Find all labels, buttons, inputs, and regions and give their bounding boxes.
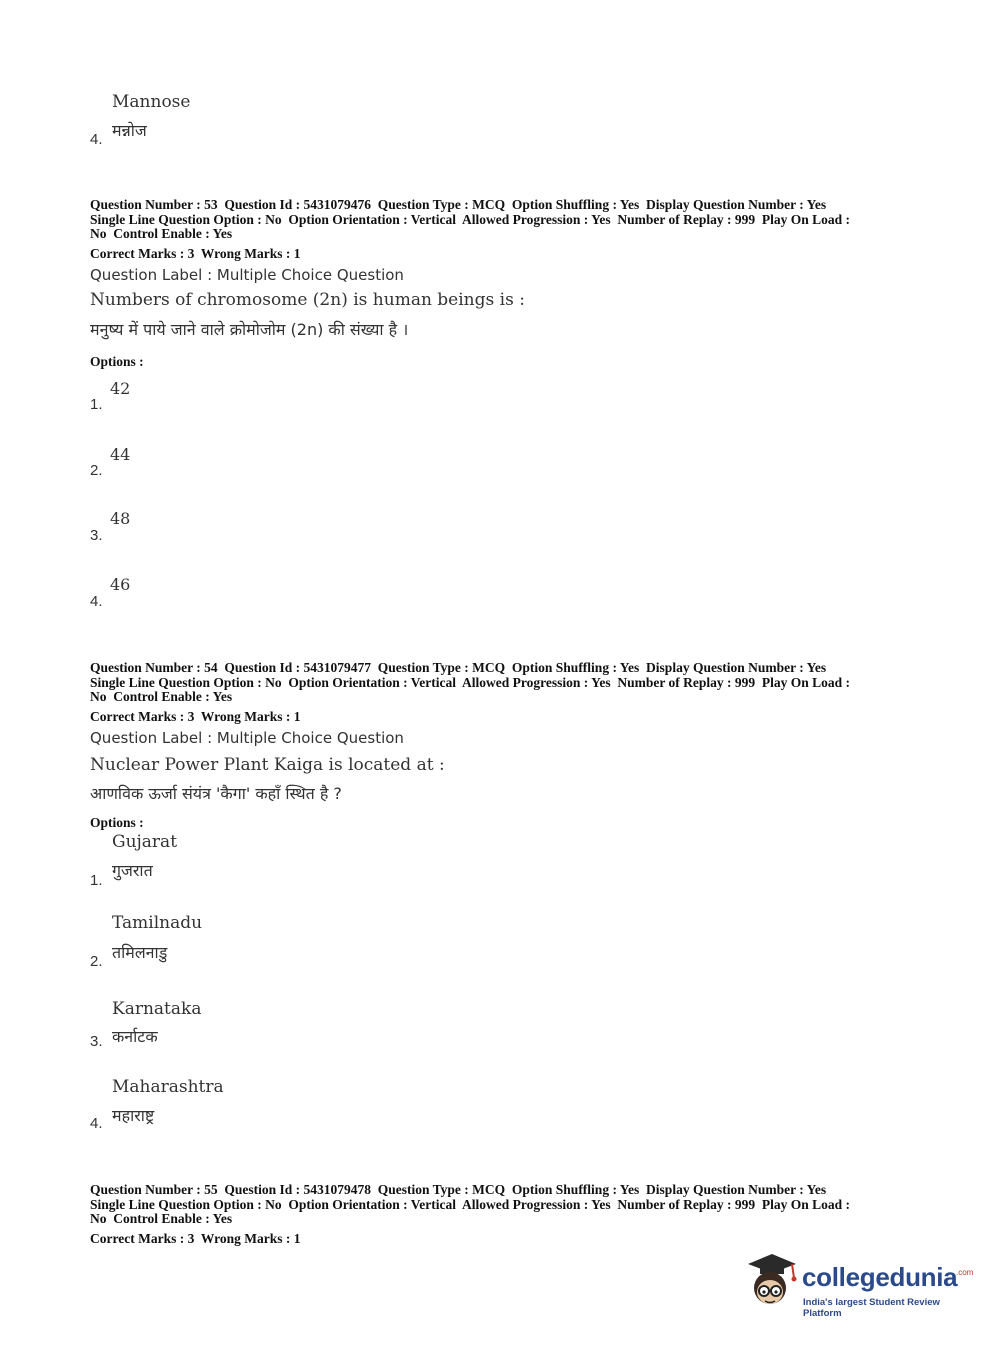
prev-option-4-en: Mannose — [112, 92, 191, 112]
q54-option-4-hi: महाराष्ट्र — [112, 1106, 155, 1125]
question-53-label: Question Label : Multiple Choice Question — [90, 266, 404, 284]
question-53-meta-line3: No Control Enable : Yes — [90, 226, 233, 241]
q53-option-1-value: 42 — [110, 379, 131, 398]
question-55-meta-line1: Question Number : 55 Question Id : 5431079478 Question Type : MCQ Option Shuffling : Yes Display Question Number : Yes — [90, 1182, 827, 1197]
q54-option-1-hi: गुजरात — [112, 861, 153, 880]
question-55-marks: Correct Marks : 3 Wrong Marks : 1 — [90, 1231, 301, 1246]
brand-tagline: India's largest Student Review Platform — [803, 1297, 940, 1319]
question-54-marks: Correct Marks : 3 Wrong Marks : 1 — [90, 709, 301, 724]
q54-option-4-en: Maharashtra — [112, 1077, 224, 1097]
brand-tld: .com — [956, 1268, 974, 1277]
question-54-label: Question Label : Multiple Choice Question — [90, 729, 404, 747]
q53-option-2-number: 2. — [90, 462, 103, 479]
question-54-block — [90, 661, 850, 705]
prev-option-4-hi: मन्नोज — [112, 121, 147, 140]
question-54-text-hi: आणविक ऊर्जा संयंत्र 'कैगा' कहाँ स्थित है ? — [90, 784, 342, 803]
q54-option-1-number: 1. — [90, 872, 103, 889]
mascot-icon — [742, 1250, 800, 1312]
question-54-meta-line3: No Control Enable : Yes — [90, 689, 233, 704]
question-53-block — [90, 198, 850, 242]
q54-option-3-number: 3. — [90, 1033, 103, 1050]
question-54-text-en: Nuclear Power Plant Kaiga is located at : — [90, 755, 445, 775]
q54-option-2-number: 2. — [90, 953, 103, 970]
q54-option-4-number: 4. — [90, 1115, 103, 1132]
q53-option-1-number: 1. — [90, 396, 103, 413]
question-53-options-heading: Options : — [90, 354, 144, 369]
question-53-marks: Correct Marks : 3 Wrong Marks : 1 — [90, 246, 301, 261]
question-54-options-heading: Options : — [90, 815, 144, 830]
question-53-text-en: Numbers of chromosome (2n) is human beings is : — [90, 290, 525, 310]
question-55-meta-line2: Single Line Question Option : No Option Orientation : Vertical Allowed Progression : Yes Number of Replay : 999 Play On Load : — [90, 1196, 851, 1212]
q54-option-2-hi: तमिलनाडु — [112, 943, 168, 962]
question-55-meta-line3: No Control Enable : Yes — [90, 1211, 233, 1226]
q53-option-4-value: 46 — [110, 575, 131, 594]
brand-name: collegedunia — [802, 1262, 958, 1292]
q53-option-3-number: 3. — [90, 527, 103, 544]
prev-option-4-number: 4. — [90, 131, 103, 148]
question-55-block — [90, 1183, 850, 1227]
q54-option-2-en: Tamilnadu — [112, 913, 203, 933]
question-53-meta-line1: Question Number : 53 Question Id : 5431079476 Question Type : MCQ Option Shuffling : Yes Display Question Number : Yes — [90, 197, 827, 212]
collegedunia-logo — [742, 1250, 972, 1320]
q53-option-2-value: 44 — [110, 445, 131, 464]
q54-option-3-hi: कर्नाटक — [112, 1027, 158, 1046]
question-53-meta-line2: Single Line Question Option : No Option Orientation : Vertical Allowed Progression : Yes Number of Replay : 999 Play On Load : — [90, 211, 851, 227]
q54-option-1-en: Gujarat — [112, 832, 178, 852]
question-54-meta-line1: Question Number : 54 Question Id : 5431079477 Question Type : MCQ Option Shuffling : Yes Display Question Number : Yes — [90, 660, 827, 675]
q54-option-3-en: Karnataka — [112, 999, 202, 1019]
question-53-text-hi: मनुष्य में पाये जाने वाले क्रोमोजोम (2n) की संख्या है । — [90, 320, 409, 339]
q53-option-3-value: 48 — [110, 509, 131, 528]
q53-option-4-number: 4. — [90, 593, 103, 610]
question-54-meta-line2: Single Line Question Option : No Option Orientation : Vertical Allowed Progression : Yes Number of Replay : 999 Play On Load : — [90, 674, 851, 690]
